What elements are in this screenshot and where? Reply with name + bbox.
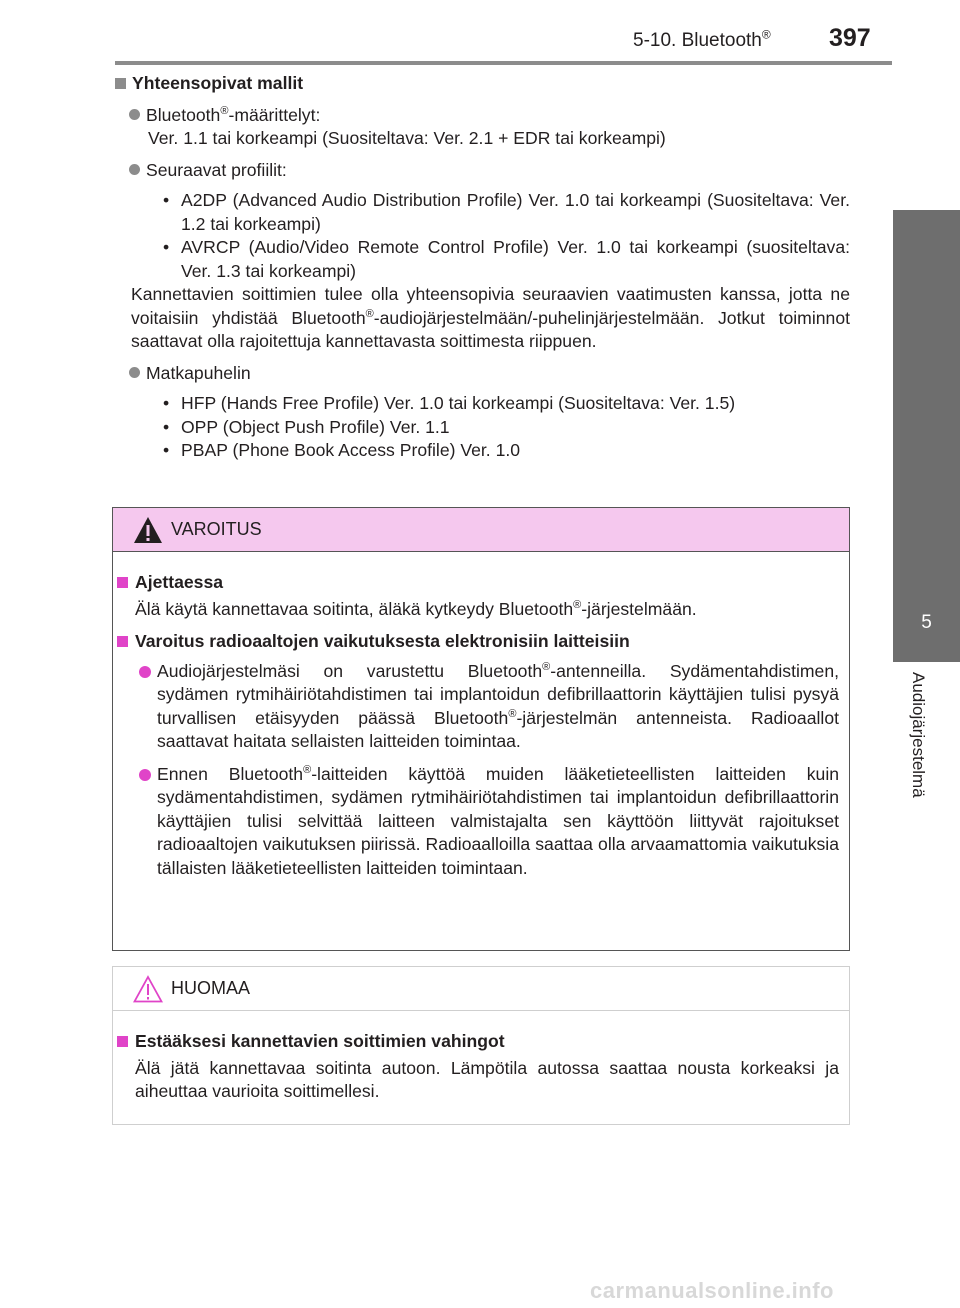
warning-subheading: Varoitus radioaaltojen vaikutuksesta elektronisiin laitteisiin bbox=[113, 630, 849, 654]
warning-item: Audiojärjestelmäsi on varustettu Bluetooth®-antenneilla. Sydämentahdistimen, sydämen rytmihäiriötahdistimen tai implantoidun defibrillaattorin käyttäjien tulisi pysyä turvallisen etäisyyden päässä Bluetooth®-järjestelmän antenneista. Radioaallot saattavat haitata sellaisten laitteiden toimintaa. bbox=[113, 660, 849, 754]
list-item: • HFP (Hands Free Profile) Ver. 1.0 tai korkeampi (Suositeltava: Ver. 1.5) bbox=[163, 392, 850, 416]
square-bullet-icon bbox=[117, 1036, 128, 1047]
list-item: • OPP (Object Push Profile) Ver. 1.1 bbox=[163, 416, 850, 440]
warning-item: Ennen Bluetooth®-laitteiden käyttöä muiden lääketieteellisten laitteiden kuin sydämentahdistimen, sydämen rytmihäiriötahdistimen tai implantoidun defibrillaattorin käyttäjien tulisi selvittää laitteen valmistajalta sen käyttöön liittyvät rajoitukset radioaaltojen vaikutuksen piirissä. Radioaalloilla saattaa olla arvaamattomia vaikutuksia tällaisten lääketieteellisten laitteiden toimintaan. bbox=[113, 763, 849, 881]
circle-bullet-icon bbox=[129, 367, 140, 378]
chapter-title: Audiojärjestelmä bbox=[909, 672, 928, 798]
notice-box bbox=[112, 966, 850, 1125]
square-bullet-icon bbox=[115, 78, 126, 89]
circle-bullet-icon bbox=[139, 666, 151, 678]
chapter-tab bbox=[893, 210, 960, 662]
notice-body bbox=[113, 1011, 849, 1104]
circle-bullet-icon bbox=[129, 109, 140, 120]
notice-text: Älä jätä kannettavaa soitinta autoon. Lämpötila autossa saattaa nousta korkeaksi ja aiheuttaa vaurioita soittimellesi. bbox=[135, 1057, 839, 1101]
warning-triangle-icon bbox=[133, 516, 163, 544]
spec-item: Bluetooth®-määrittelyt: Ver. 1.1 tai korkeampi (Suositeltava: Ver. 2.1 + EDR tai korkeampi) bbox=[115, 104, 850, 151]
caution-triangle-icon bbox=[133, 975, 163, 1003]
header-rule bbox=[115, 61, 892, 65]
notice-subheading: Estääksesi kannettavien soittimien vahingot bbox=[113, 1030, 849, 1054]
warning-header bbox=[113, 508, 849, 552]
warning-body bbox=[113, 552, 849, 880]
list-item: • A2DP (Advanced Audio Distribution Profile) Ver. 1.0 tai korkeampi (Suositeltava: Ver. 1.2 tai korkeampi) bbox=[163, 189, 850, 236]
circle-bullet-icon bbox=[139, 769, 151, 781]
compatible-models-section bbox=[115, 72, 850, 463]
profiles-list bbox=[115, 189, 850, 283]
phone-item: Matkapuhelin bbox=[115, 362, 850, 386]
compatibility-paragraph: Kannettavien soittimien tulee olla yhteensopivia seuraavien vaatimusten kanssa, jotta ne voitaisiin yhdistää Bluetooth®-audiojärjestelmään/-puhelinjärjestelmään. Jotkut toiminnot saattavat olla rajoitettuja kannettavasta soittimesta riippuen. bbox=[131, 284, 850, 351]
circle-bullet-icon bbox=[129, 164, 140, 175]
spec-value: Ver. 1.1 tai korkeampi (Suositeltava: Ver. 2.1 + EDR tai korkeampi) bbox=[148, 128, 666, 148]
list-item: • PBAP (Phone Book Access Profile) Ver. 1.0 bbox=[163, 439, 850, 463]
warning-subheading: Ajettaessa bbox=[113, 571, 849, 595]
square-bullet-icon bbox=[117, 577, 128, 588]
warning-text: Älä käytä kannettavaa soitinta, äläkä kytkeydy Bluetooth®-järjestelmään. bbox=[135, 598, 697, 619]
warning-box bbox=[112, 507, 850, 951]
section-title: 5-10. Bluetooth® bbox=[633, 27, 771, 51]
notice-header bbox=[113, 967, 849, 1011]
phone-profiles-list bbox=[115, 392, 850, 463]
square-bullet-icon bbox=[117, 636, 128, 647]
list-item: • AVRCP (Audio/Video Remote Control Profile) Ver. 1.0 tai korkeampi (suositeltava: Ver. 1.3 tai korkeampi) bbox=[163, 236, 850, 283]
profiles-item: Seuraavat profiilit: bbox=[115, 159, 850, 183]
page-number: 397 bbox=[829, 24, 871, 52]
page-header bbox=[0, 0, 960, 64]
warning-title: VAROITUS bbox=[171, 519, 262, 539]
section-heading: Yhteensopivat mallit bbox=[115, 72, 850, 96]
watermark: carmanualsonline.info bbox=[590, 1278, 834, 1303]
chapter-number: 5 bbox=[921, 612, 932, 633]
notice-title: HUOMAA bbox=[171, 978, 251, 998]
